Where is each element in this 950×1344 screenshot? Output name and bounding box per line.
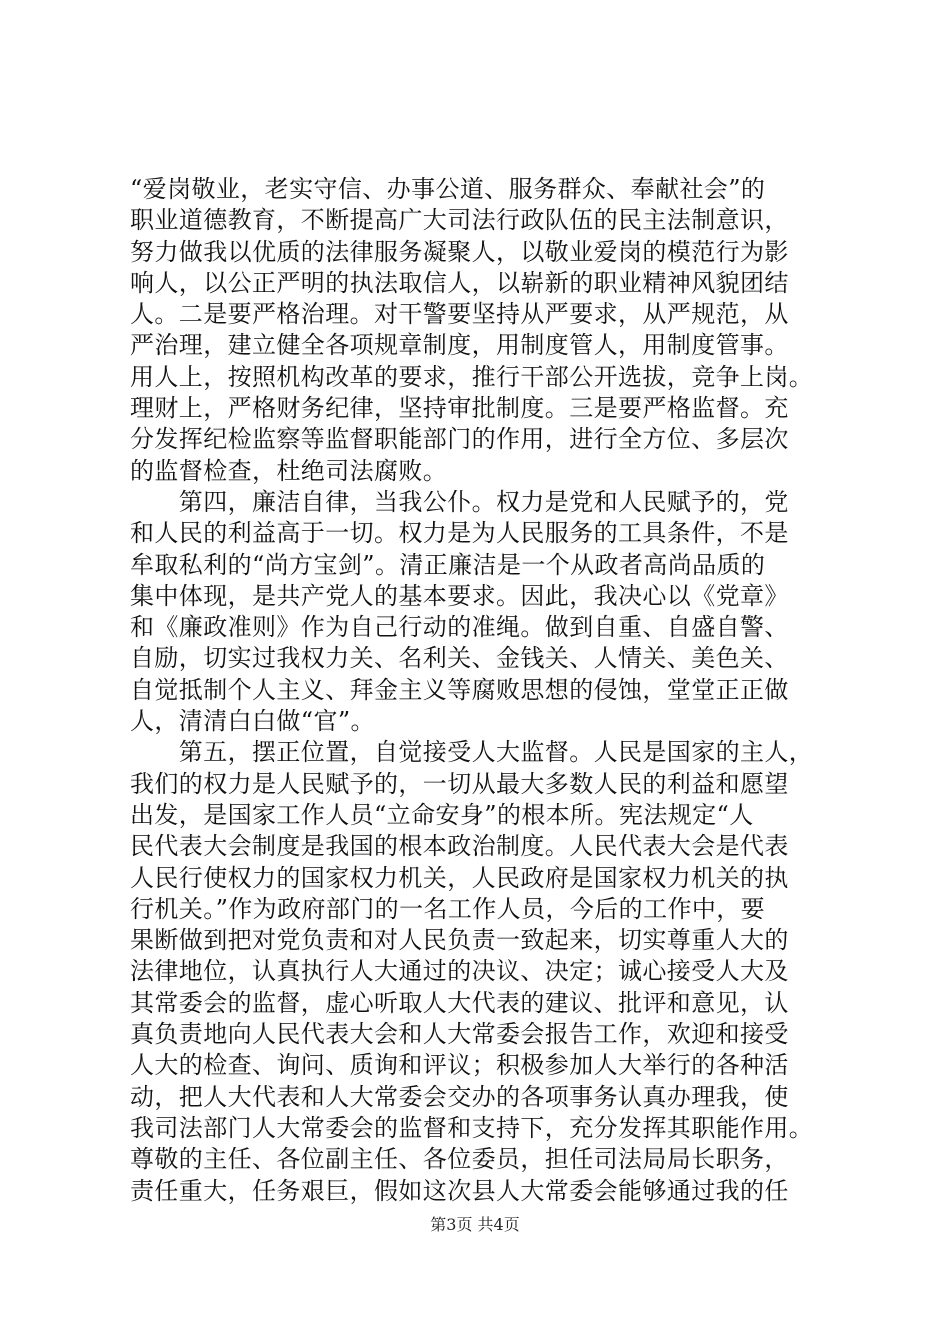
text-line: 自觉抵制个人主义、拜金主义等腐败思想的侵蚀，堂堂正正做 [130,675,789,704]
text-line: 响人，以公正严明的执法取信人，以崭新的职业精神风貌团结 [130,268,789,297]
text-line: 严治理，建立健全各项规章制度，用制度管人，用制度管事。 [130,331,789,360]
text-line: 努力做我以优质的法律服务凝聚人，以敬业爱岗的模范行为影 [130,237,789,266]
text-line: 人民行使权力的国家权力机关，人民政府是国家权力机关的执 [130,863,789,892]
text-line: 其常委会的监督，虚心听取人大代表的建议、批评和意见，认 [130,988,789,1017]
text-line: 和《廉政准则》作为自己行动的准绳。做到自重、自盛自警、 [130,613,789,642]
text-line: 真负责地向人民代表大会和人大常委会报告工作，欢迎和接受 [130,1020,789,1049]
text-line: 理财上，严格财务纪律，坚持审批制度。三是要严格监督。充 [130,394,789,423]
text-line: 出发，是国家工作人员“立命安身”的根本所。宪法规定“人 [130,800,754,829]
text-line: 第五，摆正位置，自觉接受人大监督。人民是国家的主人， [130,738,814,767]
body-text [130,174,830,1207]
text-line: 人。二是要严格治理。对干警要坚持从严要求，从严规范，从 [130,300,789,329]
text-line: 牟取私利的“尚方宝剑”。清正廉洁是一个从政者高尚品质的 [130,550,766,579]
text-line: 分发挥纪检监察等监督职能部门的作用，进行全方位、多层次 [130,425,789,454]
text-line: 法律地位，认真执行人大通过的决议、决定；诚心接受人大及 [130,957,789,986]
text-line: “爱岗敬业，老实守信、办事公道、服务群众、奉献社会”的 [130,175,766,203]
text-line: 动，把人大代表和人大常委会交办的各项事务认真办理我，使 [130,1082,789,1111]
page-footer: 第3页 共4页 [430,1215,520,1234]
text-line: 和人民的利益高于一切。权力是为人民服务的工具条件，不是 [130,519,789,548]
text-line: 尊敬的主任、各位副主任、各位委员，担任司法局局长职务， [130,1145,789,1174]
text-line: 民代表大会制度是我国的根本政治制度。人民代表大会是代表 [130,832,789,861]
text-line: 自励，切实过我权力关、名利关、金钱关、人情关、美色关、 [130,644,789,673]
text-line: 人，清清白白做“官”。 [130,707,375,736]
text-line: 行机关。”作为政府部门的一名工作人员，今后的工作中，要 [130,894,766,923]
text-line: 第四，廉洁自律，当我公仆。权力是党和人民赋予的，党 [130,487,789,516]
text-line: 责任重大，任务艰巨，假如这次县人大常委会能够通过我的任 [130,1176,789,1205]
text-line: 集中体现，是共产党人的基本要求。因此，我决心以《党章》 [130,581,789,610]
text-line: 的监督检查，杜绝司法腐败。 [130,456,448,485]
text-line: 职业道德教育，不断提高广大司法行政队伍的民主法制意识， [130,206,789,235]
text-line: 果断做到把对党负责和对人民负责一致起来，切实尊重人大的 [130,926,789,955]
text-line: 用人上，按照机构改革的要求，推行干部公开选拔，竞争上岗。 [130,362,814,391]
text-line: 我们的权力是人民赋予的，一切从最大多数人民的利益和愿望 [130,769,789,798]
text-line: 人大的检查、询问、质询和评议；积极参加人大举行的各种活 [130,1051,789,1080]
text-line: 我司法部门人大常委会的监督和支持下，充分发挥其职能作用。 [130,1113,814,1142]
